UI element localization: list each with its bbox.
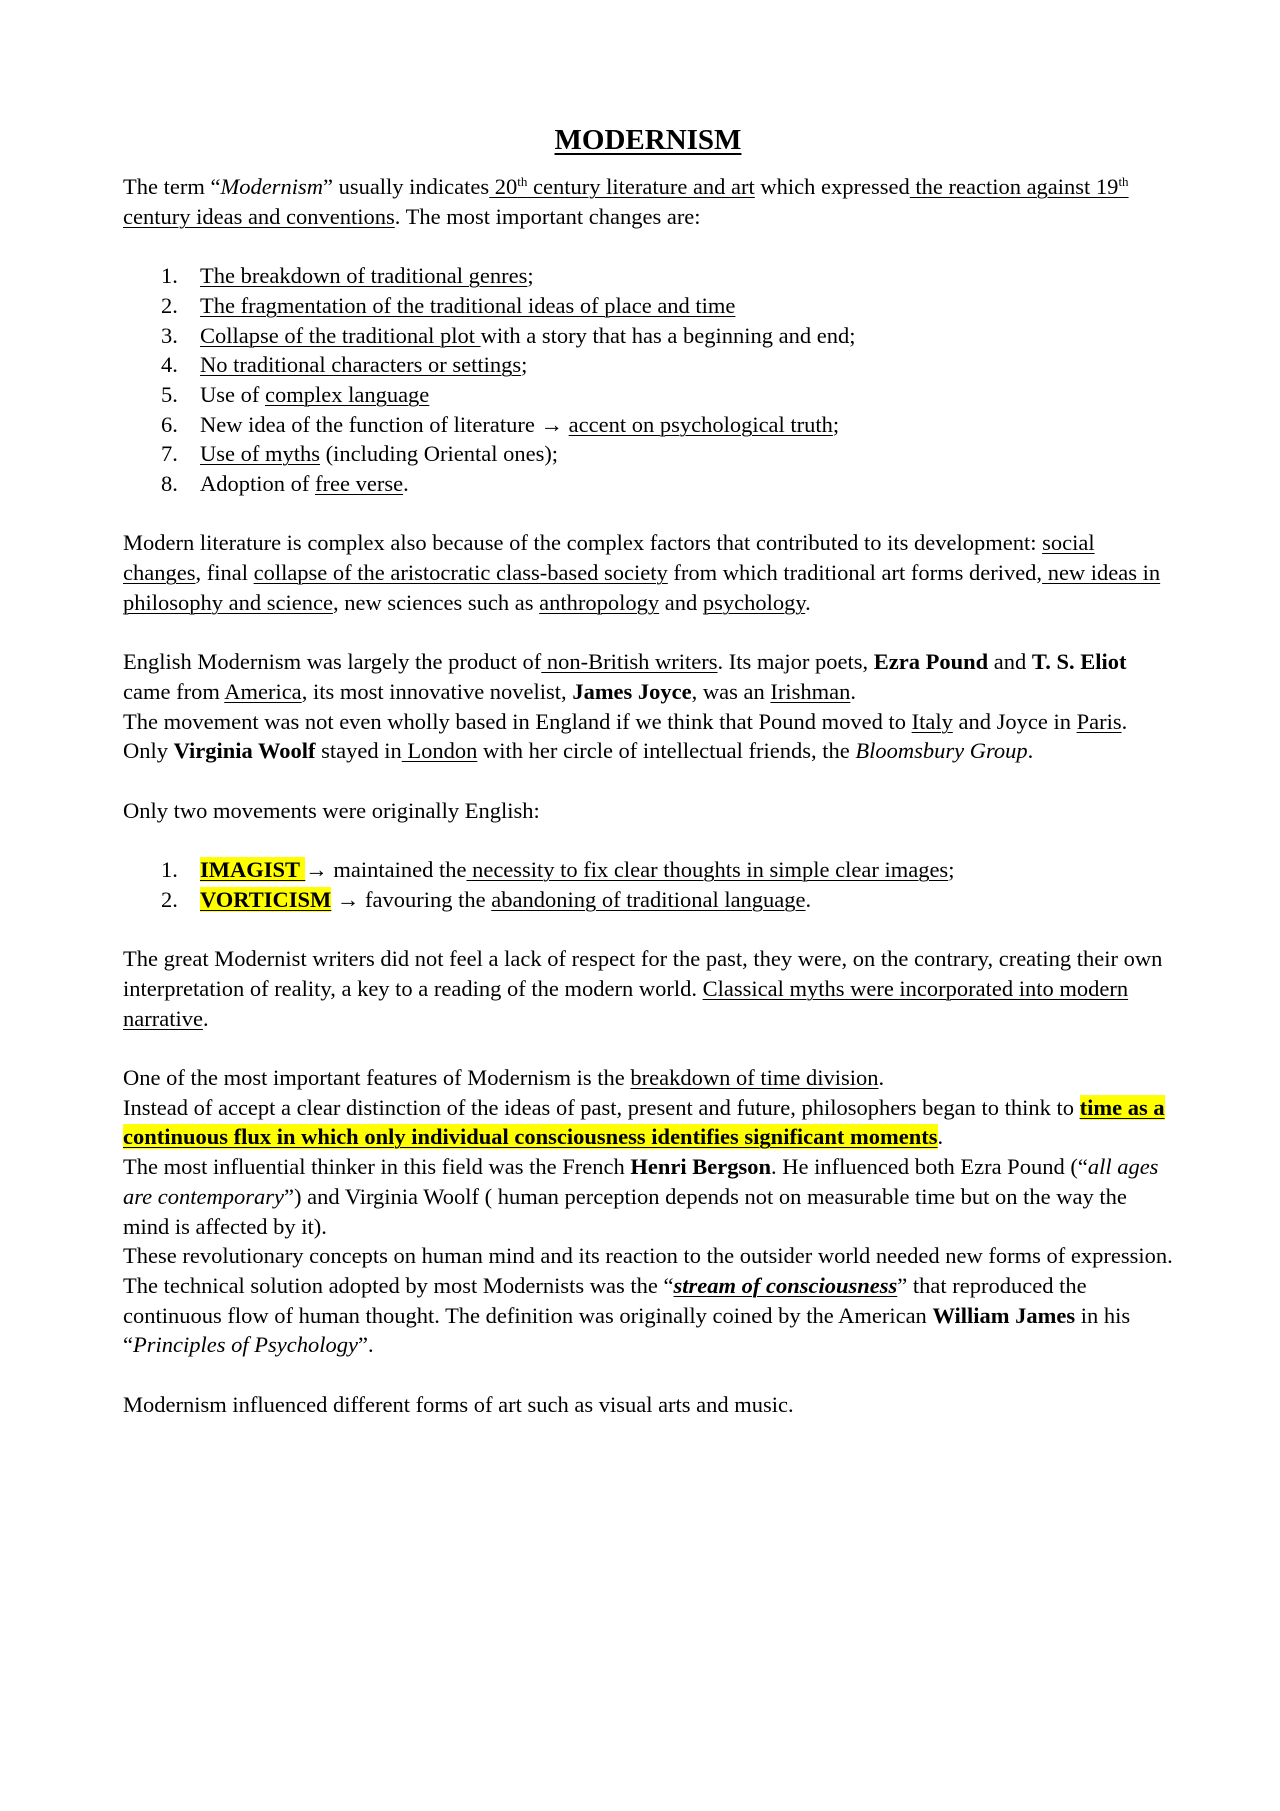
bold-italic-term: stream of consciousness	[673, 1272, 898, 1298]
underlined-phrase: No traditional characters or settings	[200, 352, 522, 378]
italic-term: Modernism	[220, 174, 323, 199]
closing-paragraph: Modernism influenced different forms of art such as visual arts and music.	[123, 1391, 794, 1417]
text-run: .	[805, 886, 812, 912]
text-run: with a story that has a beginning and end;	[480, 322, 856, 348]
text-run: . The most important changes are:	[394, 203, 701, 229]
text-run: ;	[832, 411, 840, 437]
highlighted-phrase: time as a continuous flux in which only individual consciousness identifies significant moments	[123, 1094, 1165, 1150]
underlined-phrase: Italy	[911, 708, 953, 734]
list-number: 6.	[161, 411, 178, 437]
list-number: 1.	[161, 263, 178, 289]
bold-name: T. S. Eliot	[1031, 649, 1127, 675]
underlined-phrase: psychology	[702, 589, 806, 615]
list-number: 8.	[161, 471, 178, 497]
list-item	[123, 885, 1173, 915]
underlined-phrase: Paris	[1076, 708, 1122, 734]
bold-name: Ezra Pound	[873, 649, 989, 675]
underlined-phrase: Classical myths were incorporated into modern narrative	[123, 975, 1129, 1031]
list-number: 2.	[161, 292, 178, 318]
underlined-phrase: Collapse of the traditional plot	[200, 322, 481, 348]
intro-paragraph	[123, 172, 1173, 231]
list-number: 4.	[161, 352, 178, 378]
document-title: MODERNISM	[554, 124, 742, 156]
text-run: .	[403, 471, 409, 497]
changes-list	[123, 261, 1173, 499]
underlined-phrase: non-British writers	[541, 649, 718, 675]
bold-name: William James	[932, 1302, 1076, 1328]
underlined-phrase: The breakdown of traditional genres	[200, 263, 528, 289]
list-item	[123, 410, 1173, 440]
text-run: Adoption of	[200, 471, 315, 497]
list-item	[123, 380, 1173, 410]
italic-term: all ages are contemporary	[123, 1154, 1159, 1209]
text-run: → favouring the	[331, 886, 492, 912]
text-run: → maintained the	[305, 857, 467, 883]
list-item	[123, 321, 1173, 351]
paragraph-spacer	[123, 1360, 1173, 1390]
list-number: 3.	[161, 322, 178, 348]
underlined-phrase: new ideas in philosophy and science	[123, 560, 1161, 615]
text-run: Use of	[200, 381, 265, 407]
underlined-phrase: complex language	[264, 381, 430, 407]
english-modernism-paragraph: English Modernism was largely the product of non-British writers. Its major poets, Ezra Pound and T. S. Eliot came from America, its most innovative novelist, James Joyce, was an Irishman. The movement was not even wholly based in England if we think that Pound moved to Italy and Joyce in Paris. Only Virginia Woolf stayed in London with her circle of intellectual friends, the Bloomsbury Group.	[123, 649, 1128, 764]
paragraph-spacer	[123, 915, 1173, 945]
underlined-phrase: abandoning of traditional language	[491, 886, 806, 912]
italic-term: Principles of Psychology	[133, 1332, 358, 1358]
list-number: 7.	[161, 441, 178, 467]
underlined-phrase: breakdown of time division	[630, 1064, 879, 1090]
movements-list	[123, 855, 1173, 914]
underlined-phrase: collapse of the aristocratic class-based society	[253, 560, 668, 586]
time-paragraph: One of the most important features of Modernism is the breakdown of time division. Instead of accept a clear distinction of the ideas of past, present and future, philosophers began to think to time as a continuous flux in which only individual consciousness identifies significant moments. The most influential thinker in this field was the French Henri Bergson. He influenced both Ezra Pound (“all ages are contemporary”) and Virginia Woolf ( human perception depends not on measurable time but on the way the mind is affected by it). These revolutionary concepts on human mind and its reaction to the outsider world needed new forms of expression. The technical solution adopted by most Modernists was the “stream of consciousness” that reproduced the continuous flow of human thought. The definition was originally coined by the American William James in his “Principles of Psychology”.	[123, 1064, 1173, 1358]
list-item	[123, 855, 1173, 885]
underlined-phrase: the reaction against 19th century ideas and conventions	[123, 174, 1129, 229]
underlined-phrase: 20th century literature and art	[489, 174, 755, 199]
text-run: ” usually indicates	[322, 174, 490, 199]
underlined-phrase: anthropology	[539, 589, 660, 615]
text-run: which expressed	[754, 174, 910, 199]
document-page	[123, 120, 1173, 1419]
underlined-phrase: The fragmentation of the traditional ideas of place and time	[200, 292, 736, 318]
superscript: th	[1118, 174, 1129, 189]
list-item	[123, 469, 1173, 499]
underlined-phrase: America	[224, 678, 302, 704]
highlighted-movement-name: IMAGIST	[200, 857, 306, 883]
bold-name: Virginia Woolf	[173, 738, 316, 764]
underlined-phrase: Irishman	[770, 678, 851, 704]
paragraph-spacer	[123, 231, 1173, 261]
myths-paragraph: The great Modernist writers did not feel a lack of respect for the past, they were, on the contrary, creating their own interpretation of reality, a key to a reading of the modern world. Classical myths were incorporated into modern narrative.	[123, 946, 1163, 1031]
underlined-phrase: Use of myths	[200, 441, 320, 467]
paragraph-spacer	[123, 618, 1173, 648]
text-run: The term “	[123, 174, 221, 199]
text-run: (including Oriental ones);	[320, 441, 559, 467]
underlined-phrase: London	[401, 738, 478, 764]
list-item	[123, 291, 1173, 321]
underlined-phrase: accent on psychological truth	[568, 411, 833, 437]
list-number: 5.	[161, 381, 178, 407]
italic-term: Bloomsbury Group	[855, 738, 1028, 764]
list-number: 1.	[161, 857, 178, 883]
bold-name: James Joyce	[572, 678, 692, 704]
factors-paragraph: Modern literature is complex also because of the complex factors that contributed to its development: social changes, final collapse of the aristocratic class-based society from which traditional art forms derived, new ideas in philosophy and science, new sciences such as anthropology and psychology.	[123, 530, 1161, 615]
text-run: New idea of the function of literature →	[200, 411, 569, 437]
text-run: ;	[521, 352, 528, 378]
paragraph-spacer	[123, 825, 1173, 855]
text-run: ;	[527, 263, 534, 289]
movements-intro: Only two movements were originally English:	[123, 797, 540, 823]
highlighted-movement-name: VORTICISM	[200, 886, 332, 912]
underlined-phrase: necessity to fix clear thoughts in simple clear images	[466, 857, 949, 883]
paragraph-spacer	[123, 499, 1173, 529]
list-item	[123, 350, 1173, 380]
list-item	[123, 261, 1173, 291]
superscript: th	[517, 174, 528, 189]
underlined-phrase: social changes	[123, 530, 1095, 586]
paragraph-spacer	[123, 766, 1173, 796]
bold-name: Henri Bergson	[630, 1154, 772, 1180]
list-item	[123, 439, 1173, 469]
text-run: ;	[948, 857, 955, 883]
paragraph-spacer	[123, 1033, 1173, 1063]
list-number: 2.	[161, 886, 178, 912]
underlined-phrase: free verse	[315, 471, 404, 497]
